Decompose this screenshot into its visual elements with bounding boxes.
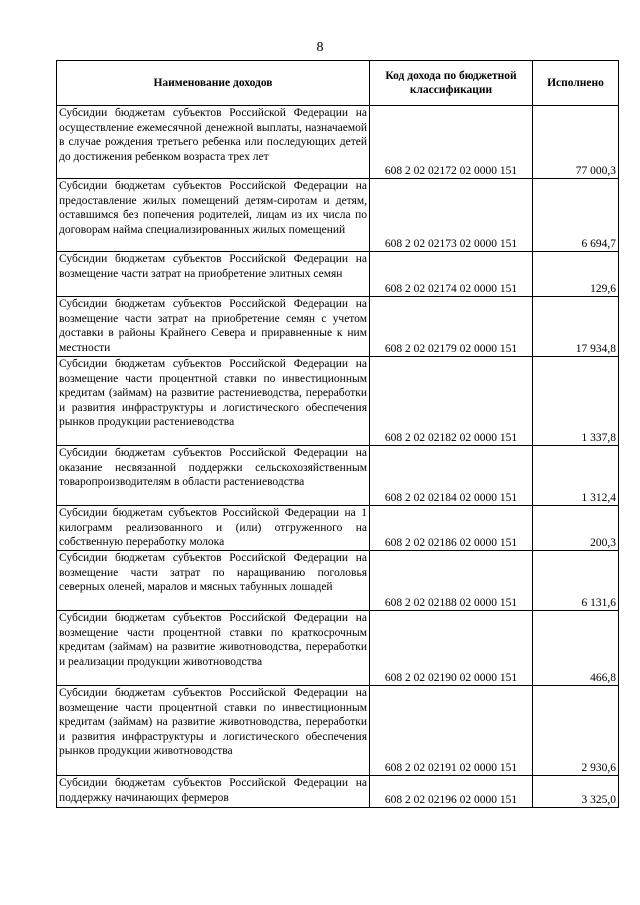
revenue-code: 608 2 02 02174 02 0000 151 [370,252,533,297]
table-row [57,506,619,551]
table-row [57,686,619,776]
table-row [57,297,619,357]
revenue-table [56,60,619,808]
header-name: Наименование доходов [57,61,370,106]
revenue-value: 77 000,3 [533,106,619,179]
revenue-name: Субсидии бюджетам субъектов Российской Федерации на предоставление жилых помещений детям-сиротам и детям, оставшимся без попечения родителей, лицам из их числа по договорам найма специализированных жилых помещений [57,179,370,252]
revenue-name: Субсидии бюджетам субъектов Российской Федерации на осуществление ежемесячной денежной выплаты, назначаемой в случае рождения третьего ребенка или последующих детей до достижения ребенком возраста трех лет [57,106,370,179]
revenue-code: 608 2 02 02191 02 0000 151 [370,686,533,776]
revenue-code: 608 2 02 02182 02 0000 151 [370,357,533,446]
revenue-value: 466,8 [533,611,619,686]
revenue-code: 608 2 02 02179 02 0000 151 [370,297,533,357]
table-row [57,611,619,686]
header-code: Код дохода по бюджетной классификации [370,61,533,106]
revenue-name: Субсидии бюджетам субъектов Российской Федерации на возмещение части процентной ставки по инвестиционным кредитам (займам) на развитие животноводства, переработки и развития инфраструктуры и логистического обеспечения рынков продукции животноводства [57,686,370,776]
revenue-value: 3 325,0 [533,776,619,808]
revenue-code: 608 2 02 02196 02 0000 151 [370,776,533,808]
table-row [57,106,619,179]
revenue-value: 6 694,7 [533,179,619,252]
revenue-value: 1 312,4 [533,446,619,506]
table-row [57,776,619,808]
revenue-code: 608 2 02 02188 02 0000 151 [370,551,533,611]
table-row [57,551,619,611]
revenue-name: Субсидии бюджетам субъектов Российской Федерации на оказание несвязанной поддержки сельскохозяйственным товаропроизводителям в области растениеводства [57,446,370,506]
revenue-name: Субсидии бюджетам субъектов Российской Федерации на поддержку начинающих фермеров [57,776,370,808]
revenue-name: Субсидии бюджетам субъектов Российской Федерации на возмещение части процентной ставки по инвестиционным кредитам (займам) на развитие растениеводства, переработки и развития инфраструктуры и логистического обеспечения рынков продукции растениеводства [57,357,370,446]
revenue-name: Субсидии бюджетам субъектов Российской Федерации на возмещение части затрат на приобретение элитных семян [57,252,370,297]
table-row [57,357,619,446]
revenue-value: 200,3 [533,506,619,551]
revenue-name: Субсидии бюджетам субъектов Российской Федерации на 1 килограмм реализованного и (или) отгруженного на собственную переработку молока [57,506,370,551]
revenue-value: 1 337,8 [533,357,619,446]
revenue-name: Субсидии бюджетам субъектов Российской Федерации на возмещение части процентной ставки по краткосрочным кредитам (займам) на развитие животноводства, переработки и реализации продукции животноводства [57,611,370,686]
table-row [57,252,619,297]
revenue-value: 17 934,8 [533,297,619,357]
revenue-code: 608 2 02 02172 02 0000 151 [370,106,533,179]
revenue-value: 6 131,6 [533,551,619,611]
table-row [57,446,619,506]
revenue-name: Субсидии бюджетам субъектов Российской Федерации на возмещение части затрат на приобретение семян с учетом доставки в районы Крайнего Севера и приравненные к ним местности [57,297,370,357]
revenue-value: 129,6 [533,252,619,297]
revenue-code: 608 2 02 02190 02 0000 151 [370,611,533,686]
table-row [57,179,619,252]
revenue-code: 608 2 02 02184 02 0000 151 [370,446,533,506]
revenue-code: 608 2 02 02173 02 0000 151 [370,179,533,252]
page-number: 8 [316,40,324,55]
revenue-value: 2 930,6 [533,686,619,776]
revenue-name: Субсидии бюджетам субъектов Российской Федерации на возмещение части затрат по наращиванию поголовья северных оленей, маралов и мясных табунных лошадей [57,551,370,611]
table-header-row [57,61,619,106]
header-executed: Исполнено [533,61,619,106]
revenue-code: 608 2 02 02186 02 0000 151 [370,506,533,551]
